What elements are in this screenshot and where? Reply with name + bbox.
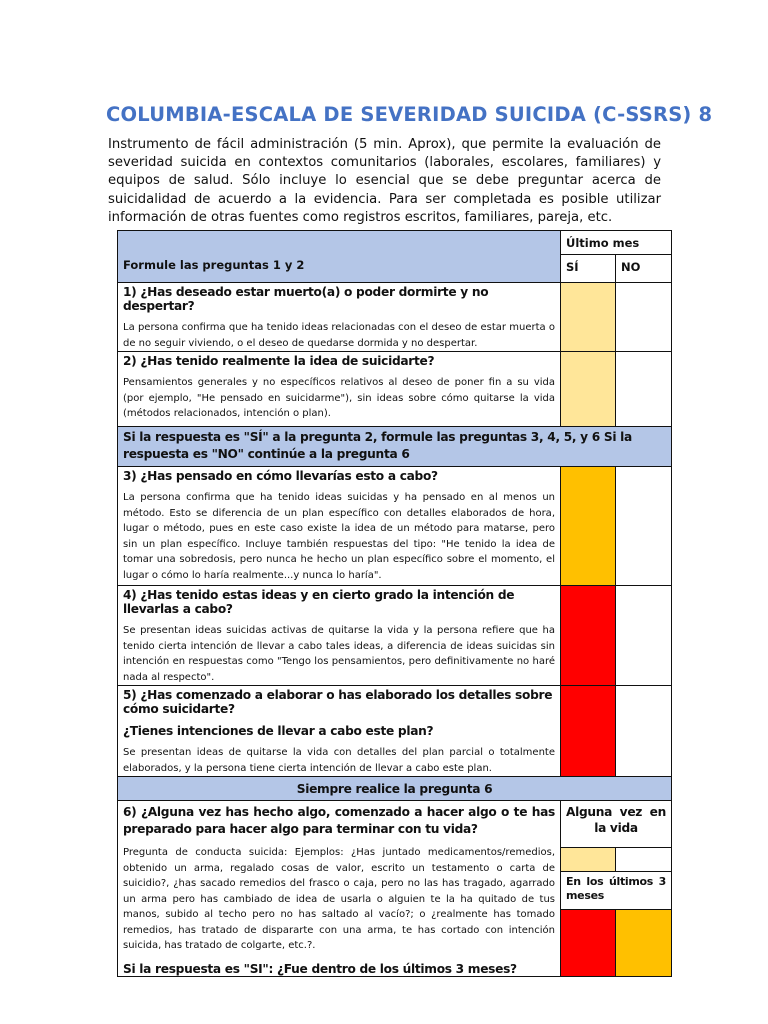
question-5b: ¿Tienes intenciones de llevar a cabo este plan? [123,724,434,738]
last3-label-cell [561,872,672,910]
question-row-6 [118,801,672,848]
ever-label: Alguna vez en la vida [566,805,667,835]
answer-2-no[interactable] [616,352,672,427]
answer-1-no[interactable] [616,283,672,352]
no-header: NO [621,260,641,274]
header-instruction: Formule las preguntas 1 y 2 [123,258,305,272]
question-6-follow-up: Si la respuesta es "SI": ¿Fue dentro de los últimos 3 meses? [123,961,517,976]
answer-3-no[interactable] [616,467,672,586]
answer-3-yes[interactable] [561,467,616,586]
question-5-cell [118,686,561,777]
instruction-2: Siempre realice la pregunta 6 [296,782,493,796]
answer-6-ever-no[interactable] [616,848,672,872]
question-2: 2) ¿Has tenido realmente la idea de suicidarte? [123,354,435,368]
instruction-1-cell [118,427,672,467]
question-3-description: La persona confirma que ha tenido ideas suicidas y ha pensado en al menos un método. Esto se diferencia de un plan específico con detalles elaborados de hora, lugar o método, pues en este caso existe la idea de un método para matarse, pero sin un plan específico. Incluye también respuestas del tipo: "He tenido la idea de tomar una sobredosis, pero nunca he hecho un plan específico sobre el momento, el lugar o cómo lo haría realmente...y nunca lo haría". [123,492,555,581]
instruction-row-1 [118,427,672,467]
question-row-2 [118,352,672,427]
question-6-cell [118,801,561,977]
header-instruction-cell [118,231,561,283]
question-row-4 [118,586,672,686]
question-4: 4) ¿Has tenido estas ideas y en cierto grado la intención de llevarlas a cabo? [123,588,515,616]
instruction-row-2 [118,777,672,801]
instruction-1: Si la respuesta es "SÍ" a la pregunta 2, formule las preguntas 3, 4, 5, y 6 Si la respuesta es "NO" continúe a la pregunta 6 [123,430,632,461]
page-title: COLUMBIA-ESCALA DE SEVERIDAD SUICIDA (C-SSRS) 8 [106,103,713,126]
answer-6-ever-yes[interactable] [561,848,616,872]
question-row-3 [118,467,672,586]
last3-label: En los últimos 3 meses [566,875,667,902]
question-5-description: Se presentan ideas de quitarse la vida con detalles del plan parcial o totalmente elaborados, y la persona tiene cierta intención de llevar a cabo este plan. [123,747,555,774]
answer-6-last3-no[interactable] [616,910,672,977]
question-3: 3) ¿Has pensado en cómo llevarías esto a cabo? [123,469,438,483]
yes-header: SÍ [566,260,579,274]
question-6-description: Pregunta de conducta suicida: Ejemplos: ¿Has juntado medicamentos/remedios, obtenido un arma, regalado cosas de valor, escrito un testamento o carta de suicidio?, ¿has sacado remedios del frasco o caja, pero no las has tragado, agarrado un arma pero has cambiado de idea de usarla o alguien te la ha quitado de tus manos, subido al techo pero no has saltado al vacío?; o ¿realmente has tomado remedios, has tratado de dispararte con una arma, te has cortado con intención suicida, has tratado de colgarte, etc.?. [123,847,555,951]
question-2-description: Pensamientos generales y no específicos relativos al deseo de poner fin a su vida (por ejemplo, "He pensado en suicidarme"), sin ideas sobre cómo quitarse la vida (métodos relacionados, intención o plan). [123,377,555,419]
answer-5-yes[interactable] [561,686,616,777]
answer-5-no[interactable] [616,686,672,777]
no-header-cell [616,255,672,283]
question-row-1 [118,283,672,352]
intro-paragraph: Instrumento de fácil administración (5 min. Aprox), que permite la evaluación de severidad suicida en contextos comunitarios (laborales, escolares, familiares) y equipos de salud. Sólo incluye lo esencial que se debe preguntar acerca de suicidalidad de acuerdo a la evidencia. Para ser completada es posible utilizar información de otras fuentes como registros escritos, familiares, pareja, etc. [108,137,661,225]
question-5: 5) ¿Has comenzado a elaborar o has elaborado los detalles sobre cómo suicidarte? [123,688,553,716]
question-6: 6) ¿Alguna vez has hecho algo, comenzado a hacer algo o te has preparado para hacer algo para terminar con tu vida? [123,805,555,836]
question-4-description: Se presentan ideas suicidas activas de quitarse la vida y la persona refiere que ha tenido cierta intención de llevar a cabo tales ideas, a diferencia de ideas suicidas sin intención en respuestas como "Tengo los pensamientos, pero definitivamente no haré nada al respecto". [123,625,555,683]
answer-2-yes[interactable] [561,352,616,427]
yes-header-cell [561,255,616,283]
answer-1-yes[interactable] [561,283,616,352]
question-1-cell [118,283,561,352]
last-month-header-cell [561,231,672,255]
question-3-cell [118,467,561,586]
ssrs-table [117,230,672,977]
ever-label-cell [561,801,672,848]
question-1-description: La persona confirma que ha tenido ideas relacionadas con el deseo de estar muerta o de no seguir viviendo, o el deseo de quedarse dormida y no despertar. [123,322,555,349]
answer-4-no[interactable] [616,586,672,686]
answer-6-last3-yes[interactable] [561,910,616,977]
question-1: 1) ¿Has deseado estar muerto(a) o poder dormirte y no despertar? [123,285,489,313]
question-row-5 [118,686,672,777]
question-2-cell [118,352,561,427]
last-month-header: Último mes [566,236,640,250]
instruction-2-cell [118,777,672,801]
answer-4-yes[interactable] [561,586,616,686]
question-4-cell [118,586,561,686]
